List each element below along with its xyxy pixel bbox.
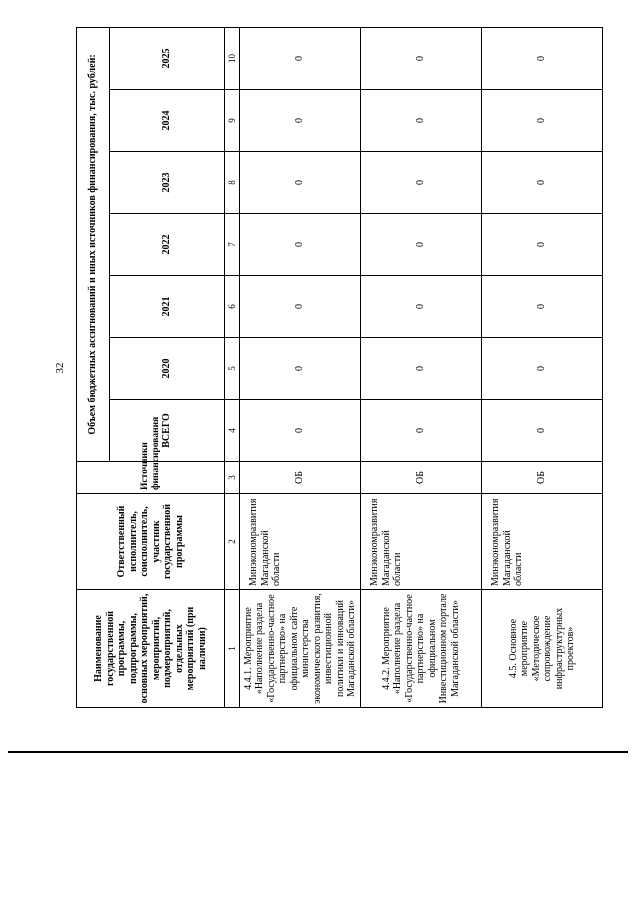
row-year-value: 0	[240, 90, 361, 152]
header-year: 2024	[110, 90, 225, 152]
header-row-1	[77, 27, 110, 707]
header-name: Наименование государственной программы, подпрограммы, основных мероприятий, мероприятий, подмероприятий, отдельных мероприятий (при наличии)	[77, 590, 225, 708]
row-executor: Минэкономразвития Магаданской области	[361, 494, 482, 590]
row-name: 4.4.1. Мероприятие «Наполнение раздела «Государственно-частное партнерство» на официальном сайте министерства экономического развития, инвестиционной политики и инноваций Магаданской области»	[240, 590, 361, 708]
header-year: 2023	[110, 152, 225, 214]
column-number: 2	[225, 494, 240, 590]
row-year-value: 0	[361, 276, 482, 338]
row-year-value: 0	[361, 214, 482, 276]
column-number: 7	[225, 214, 240, 276]
page-divider	[8, 751, 628, 753]
row-year-value: 0	[240, 27, 361, 89]
row-year-value: 0	[361, 338, 482, 400]
row-year-value: 0	[240, 152, 361, 214]
row-year-value: 0	[482, 338, 603, 400]
row-total: 0	[240, 400, 361, 462]
rotated-page-content	[52, 28, 622, 708]
header-year: 2022	[110, 214, 225, 276]
row-name: 4.5. Основное мероприятие «Методическое сопровождение инфраструктурных проектов»	[482, 590, 603, 708]
row-year-value: 0	[240, 338, 361, 400]
row-total: 0	[482, 400, 603, 462]
column-number: 9	[225, 90, 240, 152]
row-year-value: 0	[240, 214, 361, 276]
table-row	[361, 27, 482, 707]
row-executor: Минэкономразвития Магаданской области	[482, 494, 603, 590]
table-row	[482, 27, 603, 707]
column-number: 10	[225, 27, 240, 89]
row-year-value: 0	[361, 152, 482, 214]
column-number-row	[225, 27, 240, 707]
row-total: 0	[361, 400, 482, 462]
row-name: 4.4.2. Мероприятие «Наполнение раздела «Государственно-частное партнерство» на официальном Инвестиционном портале Магаданской области»	[361, 590, 482, 708]
header-source: Источники финансирования	[77, 462, 225, 494]
header-year: 2020	[110, 338, 225, 400]
table-row	[240, 27, 361, 707]
row-year-value: 0	[482, 214, 603, 276]
row-executor: Минэкономразвития Магаданской области	[240, 494, 361, 590]
header-year: 2025	[110, 27, 225, 89]
column-number: 6	[225, 276, 240, 338]
row-year-value: 0	[361, 27, 482, 89]
column-number: 1	[225, 590, 240, 708]
budget-table	[76, 27, 603, 708]
header-volume: Объем бюджетных ассигнований и иных источников финансирования, тыс. рублей:	[77, 27, 110, 461]
header-total: ВСЕГО	[110, 400, 225, 462]
row-year-value: 0	[482, 27, 603, 89]
header-executor: Ответственный исполнитель, соисполнитель, участник государственной программы	[77, 494, 225, 590]
column-number: 4	[225, 400, 240, 462]
page-number: 32	[54, 362, 66, 374]
column-number: 8	[225, 152, 240, 214]
row-year-value: 0	[482, 90, 603, 152]
column-number: 5	[225, 338, 240, 400]
row-year-value: 0	[482, 276, 603, 338]
row-year-value: 0	[361, 90, 482, 152]
row-source: ОБ	[240, 462, 361, 494]
column-number: 3	[225, 462, 240, 494]
row-year-value: 0	[482, 152, 603, 214]
row-year-value: 0	[240, 276, 361, 338]
header-year: 2021	[110, 276, 225, 338]
row-source: ОБ	[361, 462, 482, 494]
row-source: ОБ	[482, 462, 603, 494]
